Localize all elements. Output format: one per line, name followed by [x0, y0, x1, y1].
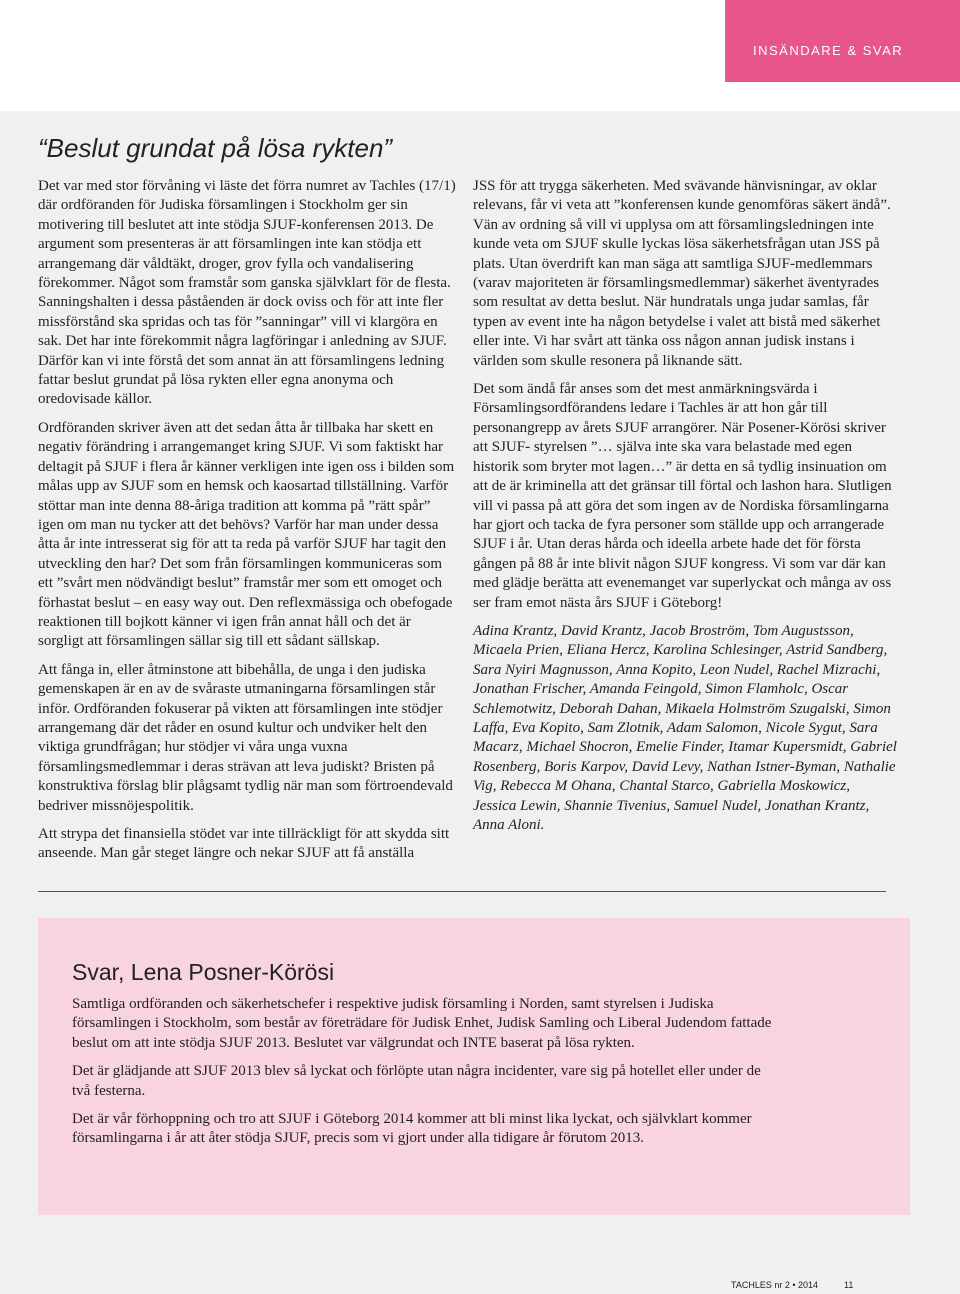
article-paragraph: Det som ändå får anses som det mest anmärkningsvärda i Församlingsordförandens ledare i Tachles är att hon går till personangrepp av årets SJUF arrangörer. När Posener-Körösi skriver att SJUF- styrelsen ”… själva inte ska vara belastade med egen historik som bryter mot lagen…” är detta en så tydlig insinuation om att de är kriminella att det gränsar till förtal och lashon hara. Slutligen vill vi passa på att göra det som ingen av de Nordiska församlingarna har gjort och tacka de fyra personer som ställde upp och arrangerade SJUF i år. Utan deras hårda och ideella arbete hade det för första gången på 88 år inte blivit någon SJUF kongress. Vi som var där kan med glädje berätta att evenemanget var superlyckat och många av oss ser fram emot nästa års SJUF i Göteborg! — [473, 381, 892, 611]
article-title: “Beslut grundat på lösa rykten” — [38, 133, 393, 163]
article-paragraph: JSS för att trygga säkerheten. Med svävande hänvisningar, av oklar relevans, får vi veta att ”konferensen kunde genomföras säkert ändå”. Vän av ordning så vill vi upplysa om att församlingsledningen inte kunde veta om SJUF skulle lyckas lösa säkerhetsfrågan utan JSS på plats. Utan överdrift kan man säga att samtliga SJUF-medlemmars (varav majoriteten är församlingsmedlemmar) säkerhet äventyrades som resultat av detta beslut. När hundratals unga judar samlas, får typen av event inte ha någon betydelse i valet att bistå med säkerhet eller inte. Vi har svårt att tänka oss någon annan judisk instans i världen som skulle resonera på liknande sätt. — [473, 178, 891, 369]
section-label: INSÄNDARE & SVAR — [753, 43, 904, 58]
page-footer — [731, 1280, 853, 1290]
section-tab — [725, 0, 960, 82]
issue-label: TACHLES nr 2 • 2014 — [731, 1280, 819, 1290]
reply-body — [72, 995, 772, 1158]
reply-paragraph: Samtliga ordföranden och säkerhetschefer i respektive judisk församling i Norden, samt styrelsen i Judiska församlingen i Stockholm, som består av företrädare för Judisk Enhet, Judisk Samling och Liberal Judendom fattade beslut om att inte stödja SJUF 2013. Beslutet var välgrundat och INTE baserat på lösa rykten. — [72, 996, 772, 1051]
reply-paragraph: Det är glädjande att SJUF 2013 blev så lyckat och förlöpte utan några incidenter, vare sig på hotellet eller under de två festerna. — [72, 1063, 761, 1099]
article-paragraph: Att strypa det finansiella stödet var inte tillräckligt för att skydda sitt anseende. Man går steget längre och nekar SJUF att få anställa — [38, 826, 450, 862]
signatures: Adina Krantz, David Krantz, Jacob Broström, Tom Augustsson, Micaela Prien, Eliana Hercz, Karolina Schlesinger, Astrid Sandberg, Sara Nyiri Magnusson, Anna Kopito, Leon Nudel, Rachel Mizrachi, Jonathan Frischer, Amanda Feingold, Simon Flamholc, Oscar Schlemotwitz, Deborah Dahan, Mikaela Holmström Szugalski, Simon Laffa, Eva Kopito, Sam Zlotnik, Adam Salomon, Nicole Sygut, Sara Macarz, Michael Shocron, Emelie Finder, Itamar Kupersmidt, Gabriel Rosenberg, Boris Karpov, David Levy, Nathan Istner-Byman, Nathalie Vig, Rebecca M Ohana, Chantal Starco, Gabriella Moskowicz, Jessica Lewin, Shannie Tivenius, Samuel Nudel, Jonathan Krantz, Anna Aloni. — [473, 622, 897, 833]
article-paragraph: Det var med stor förvåning vi läste det förra numret av Tachles (17/1) där ordföranden för Judiska församlingen i Stockholm ger sin motivering till beslutet att inte stödja SJUF-konferensen 2013. De argument som presenteras är att församlingen inte kan stödja ett arrangemang där våldtäkt, droger, grov fylla och vandalisering förekommer. Något som framstår som ganska självklart för de flesta. Sanningshalten i dessa påståenden är dock oviss och för att inte fler missförstånd ska spridas och tas för ”sanningar” vill vi klargöra en sak. Det har inte förekommit några lagföringar i anledning av SJUF. Därför kan vi inte förstå det som annat än att församlingens ledning fattar beslut grundat på lösa rykten eller egna anonyma och oredovisade källor. — [38, 178, 456, 408]
reply-box — [38, 918, 910, 1215]
reply-title: Svar, Lena Posner-Körösi — [72, 959, 335, 985]
article-paragraph: Att fånga in, eller åtminstone att bibehålla, de unga i den judiska gemenskapen är en av de svåraste utmaningarna församlingen står inför. Ordföranden fokuserar på vikten att församlingen inte stödjer arrangemang där det råder en osund kultur och undviker helt den viktiga grundfrågan; hur stödjer vi våra unga vuxna församlingsmedlemmar i deras strävan att leva judiskt? Bristen på konstruktiva förslag blir plågsamt tydlig när man som förtroendevald bedriver missnöjespolitik. — [38, 661, 453, 814]
divider — [38, 891, 886, 892]
article-paragraph: Ordföranden skriver även att det sedan åtta år tillbaka har skett en negativ förändring i arrangemanget kring SJUF. Vi som faktiskt har deltagit på SJUF i flera år känner verkligen inte igen oss i bilden som målas upp av SJUF som en hemsk och kaosartad tillställning. Varför stöttar man inte denna 88-åriga tradition att komma på ”rätt spår” igen om man nu tycker att det behövs? Varför har man under dessa åtta år inte intresserat sig för att ta reda på varför SJUF har tagit den utveckling den har? Det som från församlingen kommuniceras som ett ”svårt men nödvändigt beslut” framstår mer som ett omoget och förhastat beslut – en easy way out. Den reflexmässiga och obefogade reaktionen till bojkott känner vi igen från annat håll och det är sorgligt att församlingen sällar sig till ett sådant sällskap. — [38, 419, 455, 650]
article-column-left — [38, 177, 458, 873]
article-column-right — [473, 177, 897, 844]
reply-paragraph: Det är vår förhoppning och tro att SJUF i Göteborg 2014 kommer att bli minst lika lyckat, och självklart kommer församlingarna i år att åter stödja SJUF, precis som vi gjort under alla tidigare år förutom 2013. — [72, 1111, 752, 1147]
page-number: 11 — [844, 1280, 854, 1290]
